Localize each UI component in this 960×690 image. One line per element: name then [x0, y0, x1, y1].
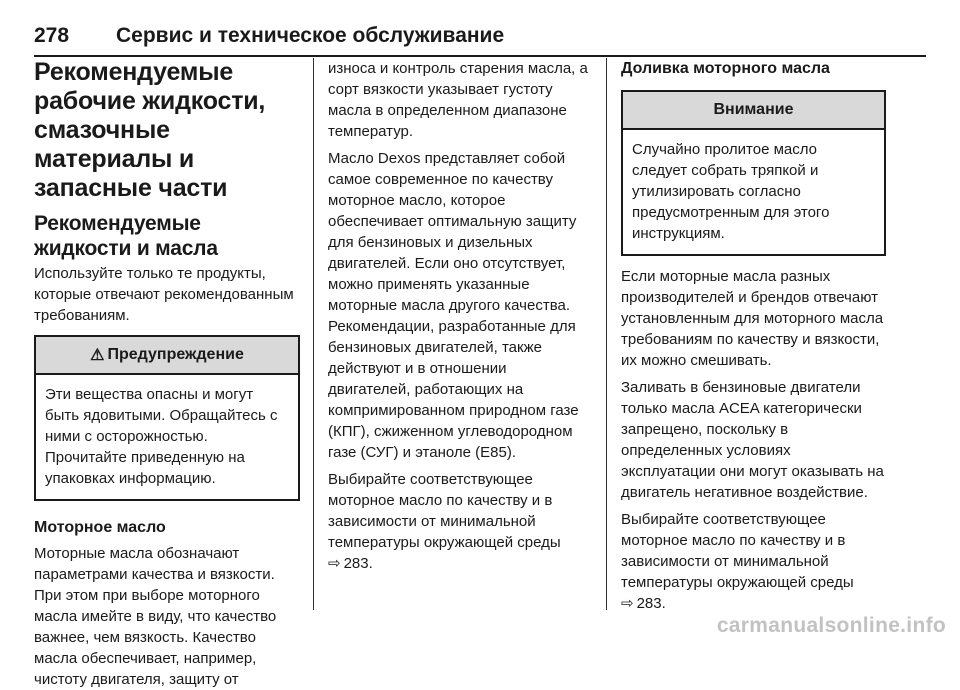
paragraph-text: Выбирайте соответствующее моторное масло по качеству и в зависимости от минимальной температуры окружающей среды — [328, 471, 561, 551]
paragraph: Если моторные масла разных производителей и брендов отвечают установленным для моторного масла требованиям по качеству и вязкости, их можно смешивать. — [621, 268, 884, 369]
warning-triangle-icon: ⚠ — [90, 347, 105, 364]
watermark: carmanualsonline.info — [716, 614, 946, 637]
paragraph-text: Выбирайте соответствующее моторное масло по качеству и в зависимости от минимальной температуры окружающей среды — [621, 511, 854, 591]
paragraph: Заливать в бензиновые двигатели только масла ACEA категорически запрещено, поскольку в определенных условиях эксплуатации они могут оказывать на двигатель негативное воздействие. — [621, 379, 884, 501]
page-header — [34, 24, 926, 56]
section-title: Рекомендуемые рабочие жидкости, смазочные материалы и запасные части — [34, 58, 266, 202]
column-divider — [313, 58, 314, 610]
topping-up-heading: Доливка моторного масла — [621, 60, 830, 77]
column-1 — [34, 58, 300, 690]
notice-box — [621, 90, 886, 256]
notice-title: Внимание — [713, 101, 794, 118]
column-divider — [606, 58, 607, 610]
page-number: 278 — [34, 24, 70, 47]
paragraph: износа и контроль старения масла, а сорт вязкости указывает густоту масла в определенном диапазоне температур. — [328, 60, 588, 140]
page-reference-icon: ⇨ — [328, 555, 341, 572]
paragraph — [328, 469, 592, 574]
column-2 — [328, 58, 592, 574]
paragraph — [621, 509, 886, 614]
subsection-title: Рекомендуемые жидкости и масла — [34, 212, 218, 260]
engine-oil-heading: Моторное масло — [34, 519, 166, 536]
intro-paragraph: Используйте только те продукты, которые отвечают рекомендованным требованиям. — [34, 265, 294, 324]
header-rule — [34, 55, 926, 57]
notice-header — [623, 92, 884, 130]
page-reference-icon: ⇨ — [621, 595, 634, 612]
page-reference[interactable]: 283. — [343, 555, 373, 572]
warning-text: Эти вещества опасны и могут быть ядовитыми. Обращайтесь с ними с осторожностью. Прочитайте приведенную на упаковках информацию. — [45, 386, 278, 487]
warning-header — [36, 337, 298, 375]
column-3 — [621, 58, 886, 614]
running-title: Сервис и техническое обслуживание — [116, 24, 505, 47]
paragraph: Масло Dexos представляет собой самое современное по качеству моторное масло, которое обеспечивает оптимальную защиту для бензиновых и дизельных двигателей. Если оно отсутствует, можно применять указанные моторные масла другого качества. Рекомендации, разработанные для бензиновых двигателей, также действуют и в отношении двигателей, работающих на компримированном природном газе (КПГ), сжиженном углеводородном газе (СУГ) и этаноле (E85). — [328, 150, 579, 461]
warning-title: Предупреждение — [107, 346, 244, 363]
warning-box — [34, 335, 300, 501]
engine-oil-paragraph: Моторные масла обозначают параметрами качества и вязкости. При этом при выборе моторного масла имейте в виду, что качество важнее, чем вязкость. Качество масла обеспечивает, например, чистоту двигателя, защиту от — [34, 545, 277, 688]
page-reference[interactable]: 283. — [636, 595, 666, 612]
notice-text: Случайно пролитое масло следует собрать тряпкой и утилизировать согласно предусмотренным для этого инструкциям. — [632, 141, 830, 242]
